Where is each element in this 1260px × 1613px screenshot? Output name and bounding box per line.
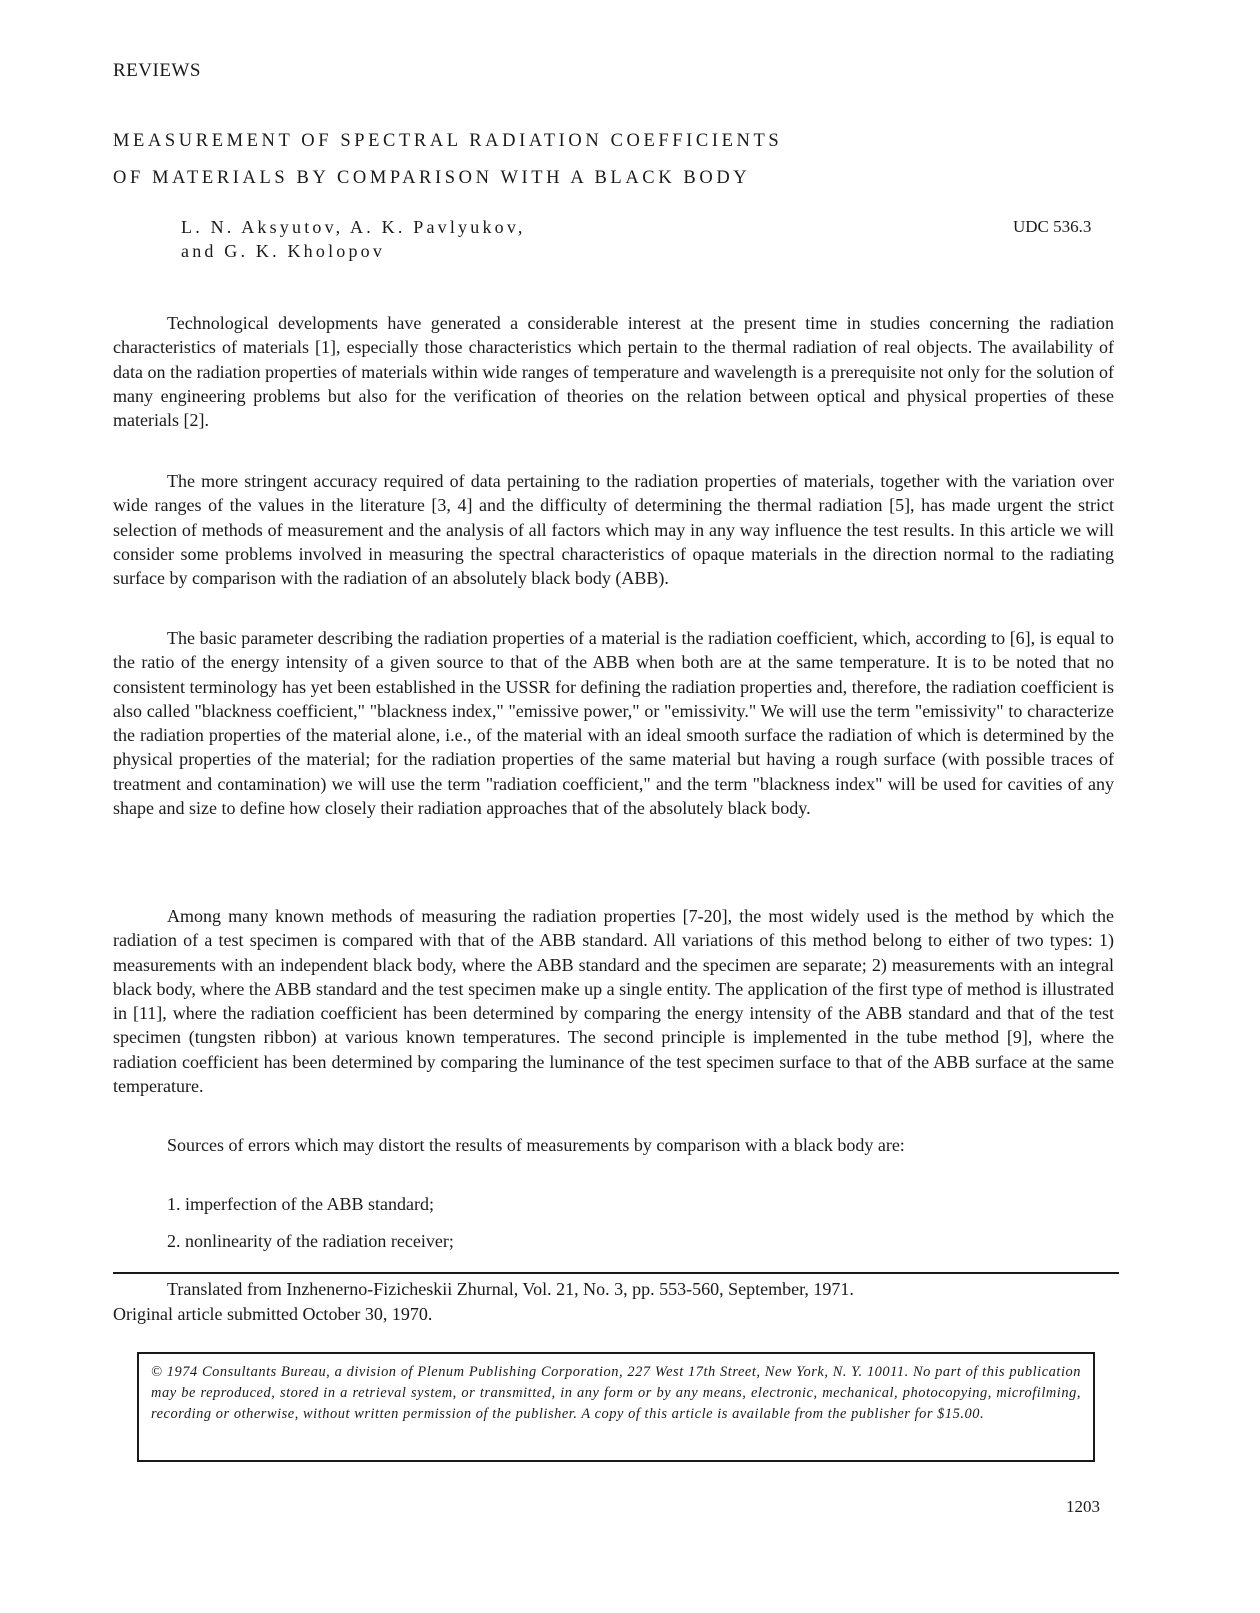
footnote-divider [113, 1272, 1119, 1274]
udc-code: UDC 536.3 [1013, 217, 1092, 236]
article-title-line-2: OF MATERIALS BY COMPARISON WITH A BLACK BODY [113, 168, 751, 188]
body-paragraph: Technological developments have generated a considerable interest at the present time in studies concerning the radiation characteristics of materials [1], especially those characteristics which pertain to the thermal radiation of real objects. The availability of data on the radiation properties of materials within wide ranges of temperature and wavelength is a prerequisite not only for the solution of many engineering problems but also for the verification of theories on the relation between optical and physical properties of these materials [2]. [113, 313, 1114, 431]
body-paragraph: Among many known methods of measuring the radiation properties [7-20], the most widely used is the method by which the radiation of a test specimen is compared with that of the ABB standard. All variations of this method belong to either of two types: 1) measurements with an independent black body, where the ABB standard and the specimen are separate; 2) measurements with an integral black body, where the ABB standard and the test specimen make up a single entity. The application of the first type of method is illustrated in [11], where the radiation coefficient has been determined by comparing the energy intensity of the ABB standard and that of the test specimen (tungsten ribbon) at various known temperatures. The second principle is implemented in the tube method [9], where the radiation coefficient has been determined by comparing the luminance of the test specimen surface to that of the ABB surface at the same temperature. [113, 906, 1114, 1097]
list-item: 1. imperfection of the ABB standard; [167, 1194, 434, 1214]
translation-footnote [113, 1277, 1113, 1326]
page-number: 1203 [1066, 1497, 1100, 1516]
authors-line-1: L. N. Aksyutov, A. K. Pavlyukov, [181, 217, 526, 237]
authors-line-2: and G. K. Kholopov [181, 241, 386, 261]
copyright-notice: © 1974 Consultants Bureau, a division of Plenum Publishing Corporation, 227 West 17th Street, New York, N. Y. 10011. No part of this publication may be reproduced, stored in a retrieval system, or transmitted, in any form or by any means, electronic, mechanical, photocopying, microfilming, recording or otherwise, without written permission of the publisher. A copy of this article is available from the publisher for $15.00. [151, 1364, 1081, 1423]
article-title-line-1: MEASUREMENT OF SPECTRAL RADIATION COEFFICIENTS [113, 131, 783, 151]
body-paragraph: Sources of errors which may distort the results of measurements by comparison with a black body are: [167, 1135, 905, 1155]
body-paragraph: The more stringent accuracy required of data pertaining to the radiation properties of materials, together with the variation over wide ranges of the values in the literature [3, 4] and the difficulty of determining the thermal radiation [5], has made urgent the strict selection of methods of measurement and the analysis of all factors which may in any way influence the test results. In this article we will consider some problems involved in measuring the spectral characteristics of opaque materials in the direction normal to the radiating surface by comparison with the radiation of an absolutely black body (ABB). [113, 471, 1114, 589]
footnote-line-2: Original article submitted October 30, 1970. [113, 1303, 433, 1324]
list-item: 2. nonlinearity of the radiation receiver; [167, 1231, 454, 1251]
section-label: REVIEWS [113, 60, 201, 81]
copyright-box [137, 1352, 1095, 1462]
footnote-line-1: Translated from Inzhenerno-Fizicheskii Zhurnal, Vol. 21, No. 3, pp. 553-560, September, 1971. [167, 1279, 854, 1299]
body-paragraph: The basic parameter describing the radiation properties of a material is the radiation coefficient, which, according to [6], is equal to the ratio of the energy intensity of a given source to that of the ABB when both are at the same temperature. It is to be noted that no consistent terminology has yet been established in the USSR for defining the radiation properties and, therefore, the radiation coefficient is also called "blackness coefficient," "blackness index," "emissive power," or "emissivity." We will use the term "emissivity" to characterize the radiation properties of the material alone, i.e., of the material with an ideal smooth surface the radiation of which is determined by the physical properties of the material; for the radiation properties of the same material but having a rough surface (with possible traces of treatment and contamination) we will use the term "radiation coefficient," and the term "blackness index" will be used for cavities of any shape and size to define how closely their radiation approaches that of the absolutely black body. [113, 628, 1114, 819]
